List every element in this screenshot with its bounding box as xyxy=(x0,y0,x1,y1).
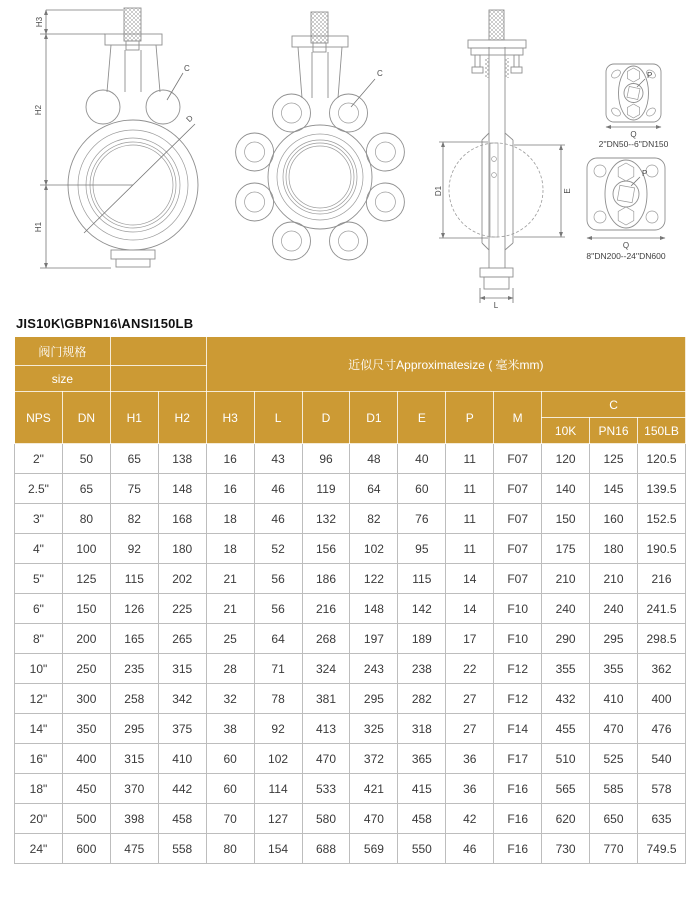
table-cell: 95 xyxy=(398,534,446,564)
table-cell: 210 xyxy=(590,564,638,594)
table-cell: 46 xyxy=(254,474,302,504)
table-cell: 92 xyxy=(110,534,158,564)
table-row xyxy=(15,504,686,534)
table-cell: 8" xyxy=(15,624,63,654)
table-cell: F10 xyxy=(494,594,542,624)
table-cell: 132 xyxy=(302,504,350,534)
table-cell: 381 xyxy=(302,684,350,714)
table-cell: 410 xyxy=(590,684,638,714)
dim-label-h3: H3 xyxy=(35,16,44,28)
table-cell: 11 xyxy=(446,504,494,534)
table-cell: 298.5 xyxy=(637,624,685,654)
dim-label-q: Q xyxy=(630,130,637,139)
table-cell: 115 xyxy=(398,564,446,594)
table-cell: 470 xyxy=(350,804,398,834)
table-cell: 10" xyxy=(15,654,63,684)
table-cell: 82 xyxy=(350,504,398,534)
col-header-dn: DN xyxy=(62,392,110,444)
table-cell: 14 xyxy=(446,564,494,594)
table-cell: 315 xyxy=(110,744,158,774)
dim-label-e: E xyxy=(563,188,572,194)
col-header-m: M xyxy=(494,392,542,444)
table-row xyxy=(15,804,686,834)
table-row xyxy=(15,474,686,504)
table-cell: 265 xyxy=(158,624,206,654)
table-cell: 27 xyxy=(446,684,494,714)
table-cell: 127 xyxy=(254,804,302,834)
table-cell: F12 xyxy=(494,684,542,714)
table-cell: 180 xyxy=(590,534,638,564)
table-cell: 197 xyxy=(350,624,398,654)
table-cell: 342 xyxy=(158,684,206,714)
table-cell: F12 xyxy=(494,654,542,684)
table-cell: 475 xyxy=(110,834,158,864)
table-cell: 225 xyxy=(158,594,206,624)
table-cell: 38 xyxy=(206,714,254,744)
table-cell: F14 xyxy=(494,714,542,744)
table-cell: 240 xyxy=(590,594,638,624)
table-cell: 238 xyxy=(398,654,446,684)
dim-label-d: D xyxy=(184,113,195,124)
table-cell: 70 xyxy=(206,804,254,834)
table-cell: 470 xyxy=(590,714,638,744)
table-row xyxy=(15,744,686,774)
table-cell: 730 xyxy=(542,834,590,864)
table-cell: 42 xyxy=(446,804,494,834)
table-cell: 156 xyxy=(302,534,350,564)
dim-label-q: Q xyxy=(622,241,630,250)
table-cell: 43 xyxy=(254,444,302,474)
table-cell: 46 xyxy=(446,834,494,864)
table-cell: 175 xyxy=(542,534,590,564)
table-cell: 400 xyxy=(637,684,685,714)
table-cell: 578 xyxy=(637,774,685,804)
table-cell: 148 xyxy=(158,474,206,504)
table-cell: 688 xyxy=(302,834,350,864)
table-cell: 18" xyxy=(15,774,63,804)
col-header-h3: H3 xyxy=(206,392,254,444)
table-cell: 525 xyxy=(590,744,638,774)
table-cell: 295 xyxy=(110,714,158,744)
table-row xyxy=(15,714,686,744)
lug-bolt-holes xyxy=(236,94,405,260)
col-header-10k: 10K xyxy=(542,418,590,444)
table-cell: 370 xyxy=(110,774,158,804)
table-cell: 635 xyxy=(637,804,685,834)
table-cell: 64 xyxy=(350,474,398,504)
col-header-d1: D1 xyxy=(350,392,398,444)
col-header-h2: H2 xyxy=(158,392,206,444)
table-cell: 365 xyxy=(398,744,446,774)
ear-hole-left xyxy=(86,90,120,124)
table-cell: 64 xyxy=(254,624,302,654)
table-cell: 36 xyxy=(446,774,494,804)
table-cell: 235 xyxy=(110,654,158,684)
table-cell: 282 xyxy=(398,684,446,714)
table-title: JIS10K\GBPN16\ANSI150LB xyxy=(16,316,194,331)
table-cell: 11 xyxy=(446,474,494,504)
table-cell: 56 xyxy=(254,564,302,594)
table-cell: 16 xyxy=(206,474,254,504)
table-cell: 152.5 xyxy=(637,504,685,534)
header-empty-cell xyxy=(110,366,206,392)
table-cell: 400 xyxy=(62,744,110,774)
table-cell: 52 xyxy=(254,534,302,564)
header-approx-size: 近似尺寸Approximatesize ( 毫米mm) xyxy=(206,337,685,392)
flange-large-caption: 8''DN200--24''DN600 xyxy=(586,251,666,261)
table-cell: 125 xyxy=(62,564,110,594)
table-cell: 17 xyxy=(446,624,494,654)
table-cell: 60 xyxy=(206,744,254,774)
table-cell: 350 xyxy=(62,714,110,744)
table-cell: 168 xyxy=(158,504,206,534)
table-cell: 410 xyxy=(158,744,206,774)
table-cell: 398 xyxy=(110,804,158,834)
table-cell: 119 xyxy=(302,474,350,504)
col-header-e: E xyxy=(398,392,446,444)
table-cell: 268 xyxy=(302,624,350,654)
wafer-valve-drawing xyxy=(0,0,220,300)
dim-label-h1: H1 xyxy=(34,221,43,233)
table-cell: F16 xyxy=(494,804,542,834)
table-cell: 27 xyxy=(446,714,494,744)
table-cell: 243 xyxy=(350,654,398,684)
table-cell: 36 xyxy=(446,744,494,774)
table-cell: 318 xyxy=(398,714,446,744)
table-cell: 32 xyxy=(206,684,254,714)
table-cell: 580 xyxy=(302,804,350,834)
header-valve-spec-cn: 阀门规格 xyxy=(15,337,111,366)
col-header-pn16: PN16 xyxy=(590,418,638,444)
table-cell: 82 xyxy=(110,504,158,534)
mounting-bolts xyxy=(472,55,522,73)
col-header-nps: NPS xyxy=(15,392,63,444)
dim-label-l: L xyxy=(493,301,499,310)
table-cell: 355 xyxy=(590,654,638,684)
table-cell: 16" xyxy=(15,744,63,774)
table-cell: 125 xyxy=(590,444,638,474)
table-cell: 300 xyxy=(62,684,110,714)
table-cell: 202 xyxy=(158,564,206,594)
table-cell: F07 xyxy=(494,504,542,534)
table-cell: 92 xyxy=(254,714,302,744)
table-cell: 290 xyxy=(542,624,590,654)
table-cell: 470 xyxy=(302,744,350,774)
table-cell: 413 xyxy=(302,714,350,744)
table-cell: 126 xyxy=(110,594,158,624)
table-cell: F07 xyxy=(494,534,542,564)
table-cell: F07 xyxy=(494,564,542,594)
table-cell: 620 xyxy=(542,804,590,834)
table-row xyxy=(15,774,686,804)
table-row xyxy=(15,834,686,864)
table-cell: 362 xyxy=(637,654,685,684)
table-cell: 558 xyxy=(158,834,206,864)
table-cell: 46 xyxy=(254,504,302,534)
dim-label-d1: D1 xyxy=(434,185,443,197)
table-cell: 258 xyxy=(110,684,158,714)
table-row xyxy=(15,534,686,564)
table-cell: 12" xyxy=(15,684,63,714)
table-cell: 375 xyxy=(158,714,206,744)
table-row xyxy=(15,564,686,594)
table-cell: 240 xyxy=(542,594,590,624)
table-cell: 216 xyxy=(637,564,685,594)
table-cell: 102 xyxy=(350,534,398,564)
table-cell: 56 xyxy=(254,594,302,624)
table-cell: 140 xyxy=(542,474,590,504)
table-cell: 160 xyxy=(590,504,638,534)
table-row xyxy=(15,654,686,684)
table-cell: F07 xyxy=(494,444,542,474)
table-cell: 100 xyxy=(62,534,110,564)
table-cell: 190.5 xyxy=(637,534,685,564)
table-cell: 295 xyxy=(590,624,638,654)
table-cell: 415 xyxy=(398,774,446,804)
table-cell: 71 xyxy=(254,654,302,684)
table-cell: 2.5" xyxy=(15,474,63,504)
valve-stem xyxy=(489,10,504,40)
table-cell: 16 xyxy=(206,444,254,474)
lug-valve-drawing xyxy=(215,0,430,300)
valve-stem xyxy=(124,8,141,41)
table-cell: 11 xyxy=(446,444,494,474)
table-cell: 115 xyxy=(110,564,158,594)
flange-small xyxy=(599,64,669,149)
table-cell: 2" xyxy=(15,444,63,474)
table-cell: 120 xyxy=(542,444,590,474)
table-cell: 600 xyxy=(62,834,110,864)
table-cell: 22 xyxy=(446,654,494,684)
table-row xyxy=(15,594,686,624)
table-cell: 565 xyxy=(542,774,590,804)
table-cell: F10 xyxy=(494,624,542,654)
table-cell: F17 xyxy=(494,744,542,774)
table-cell: 65 xyxy=(110,444,158,474)
table-cell: 325 xyxy=(350,714,398,744)
table-cell: 21 xyxy=(206,594,254,624)
table-cell: 241.5 xyxy=(637,594,685,624)
table-cell: 770 xyxy=(590,834,638,864)
table-cell: 28 xyxy=(206,654,254,684)
dimensions-table xyxy=(14,336,686,864)
dim-label-c: C xyxy=(184,64,190,73)
table-cell: 189 xyxy=(398,624,446,654)
table-cell: 315 xyxy=(158,654,206,684)
table-cell: 96 xyxy=(302,444,350,474)
table-cell: 5" xyxy=(15,564,63,594)
table-cell: 540 xyxy=(637,744,685,774)
table-cell: 11 xyxy=(446,534,494,564)
table-cell: 60 xyxy=(398,474,446,504)
table-cell: 50 xyxy=(62,444,110,474)
table-cell: F16 xyxy=(494,834,542,864)
table-cell: 186 xyxy=(302,564,350,594)
table-cell: 60 xyxy=(206,774,254,804)
table-row xyxy=(15,624,686,654)
table-cell: 585 xyxy=(590,774,638,804)
col-header-150lb: 150LB xyxy=(637,418,685,444)
table-cell: 14" xyxy=(15,714,63,744)
table-cell: 442 xyxy=(158,774,206,804)
table-cell: 138 xyxy=(158,444,206,474)
table-cell: 148 xyxy=(350,594,398,624)
table-cell: 122 xyxy=(350,564,398,594)
table-cell: 75 xyxy=(110,474,158,504)
table-cell: 650 xyxy=(590,804,638,834)
table-cell: F07 xyxy=(494,474,542,504)
table-cell: 150 xyxy=(542,504,590,534)
table-cell: 145 xyxy=(590,474,638,504)
table-cell: 476 xyxy=(637,714,685,744)
table-cell: 165 xyxy=(110,624,158,654)
table-row xyxy=(15,444,686,474)
dim-label-p: P xyxy=(647,71,653,80)
table-cell: 432 xyxy=(542,684,590,714)
table-cell: 80 xyxy=(62,504,110,534)
table-cell: 102 xyxy=(254,744,302,774)
table-cell: 120.5 xyxy=(637,444,685,474)
table-cell: 455 xyxy=(542,714,590,744)
table-cell: 154 xyxy=(254,834,302,864)
table-cell: 500 xyxy=(62,804,110,834)
table-cell: 18 xyxy=(206,534,254,564)
table-cell: 749.5 xyxy=(637,834,685,864)
table-cell: 450 xyxy=(62,774,110,804)
col-header-l: L xyxy=(254,392,302,444)
table-cell: 21 xyxy=(206,564,254,594)
col-header-h1: H1 xyxy=(110,392,158,444)
header-empty-cell xyxy=(110,337,206,366)
table-cell: 76 xyxy=(398,504,446,534)
technical-drawings xyxy=(0,0,700,308)
table-cell: 6" xyxy=(15,594,63,624)
table-cell: 324 xyxy=(302,654,350,684)
table-cell: 3" xyxy=(15,504,63,534)
table-cell: 14 xyxy=(446,594,494,624)
dim-label-c: C xyxy=(377,69,383,78)
table-cell: 139.5 xyxy=(637,474,685,504)
table-cell: 458 xyxy=(398,804,446,834)
dim-label-h2: H2 xyxy=(34,104,43,116)
table-cell: 20" xyxy=(15,804,63,834)
table-cell: 25 xyxy=(206,624,254,654)
table-cell: 24" xyxy=(15,834,63,864)
table-cell: 18 xyxy=(206,504,254,534)
dim-label-p: P xyxy=(642,169,648,178)
table-cell: 458 xyxy=(158,804,206,834)
header-valve-spec-en: size xyxy=(15,366,111,392)
flange-large xyxy=(586,158,666,261)
ear-hole-right xyxy=(146,90,180,124)
table-cell: 40 xyxy=(398,444,446,474)
table-cell: 80 xyxy=(206,834,254,864)
table-cell: 142 xyxy=(398,594,446,624)
table-cell: 150 xyxy=(62,594,110,624)
valve-stem xyxy=(311,12,328,43)
col-header-c-group: C xyxy=(542,392,686,418)
disc-outline xyxy=(449,143,543,237)
table-cell: 4" xyxy=(15,534,63,564)
table-cell: 78 xyxy=(254,684,302,714)
table-cell: 216 xyxy=(302,594,350,624)
table-cell: 65 xyxy=(62,474,110,504)
table-cell: 210 xyxy=(542,564,590,594)
table-cell: 295 xyxy=(350,684,398,714)
table-cell: 510 xyxy=(542,744,590,774)
table-row xyxy=(15,684,686,714)
table-cell: 180 xyxy=(158,534,206,564)
table-cell: 114 xyxy=(254,774,302,804)
table-cell: 48 xyxy=(350,444,398,474)
table-cell: 533 xyxy=(302,774,350,804)
table-cell: 250 xyxy=(62,654,110,684)
flange-detail-drawings xyxy=(570,30,700,280)
col-header-d: D xyxy=(302,392,350,444)
table-cell: 355 xyxy=(542,654,590,684)
col-header-p: P xyxy=(446,392,494,444)
table-cell: 372 xyxy=(350,744,398,774)
section-view-drawing xyxy=(430,0,580,310)
flange-small-caption: 2''DN50--6''DN150 xyxy=(598,139,669,149)
table-cell: 421 xyxy=(350,774,398,804)
table-cell: 569 xyxy=(350,834,398,864)
table-cell: F16 xyxy=(494,774,542,804)
table-cell: 200 xyxy=(62,624,110,654)
table-cell: 550 xyxy=(398,834,446,864)
